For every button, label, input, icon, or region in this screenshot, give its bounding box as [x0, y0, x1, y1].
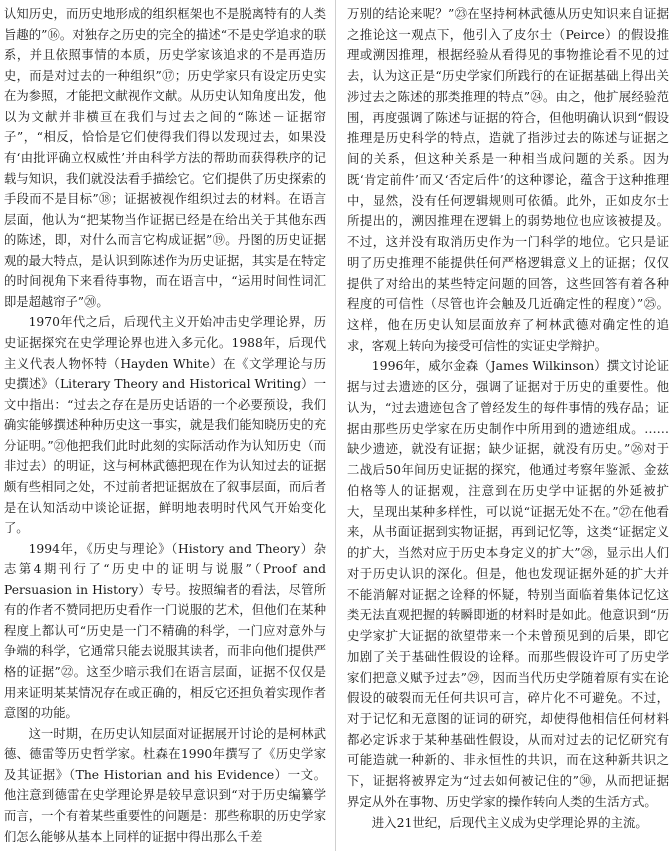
- left-text-column: [4, 4, 326, 847]
- right-text-column: [347, 4, 669, 833]
- paragraph: 进入21世纪，后现代主义成为史学理论界的主流。: [371, 814, 648, 830]
- paragraph: 这一时期，在历史认知层面对证据展开讨论的是柯林武德、德雷等历史哲学家。杜森在1990年撰写了《历史学家及其证据》（The Historian and his Evidence）一文。他注意到德雷在史学理论界是较早意识到“对于历史编纂学而言，一个有着某些重要性的问题是：那些称职的历史学家们怎么能够从基本上同样的证据中得出那么千差: [4, 726, 326, 844]
- column-divider: [335, 0, 336, 851]
- paragraph: 1994年，《历史与理论》（History and Theory）杂志第4期刊行了“历史中的证明与说服”（Proof and Persuasion in History）专号。按照编者的看法，尽管所有的作者不赞同把历史看作一门说服的艺术，但他们在某种程度上都认可“历史是一门不精确的科学，一门应对意外与争端的科学，它通常只能去说服其读者，而非向他们提供严格的证据”㉒。这至少暗示我们在语言层面，证据不仅仅是用来证明某某情况存在或正确的，相反它还担负着实现作者意图的功能。: [4, 541, 326, 721]
- paragraph: 1996年，威尔金森（James Wilkinson）撰文讨论证据与过去遗迹的区分，强调了证据对于历史的重要性。他认为，“过去遗迹包含了曾经发生的每件事情的残存品；证据由那些历史学家在历史制作中所用到的遗迹组成。……缺少遗迹，就没有证据；缺少证据，就没有历史。”㉖对于二战后50年间历史证据的探究，他通过考察年鉴派、金兹伯格等人的证据观，注意到在历史学中证据的外延被扩大，呈现出某种多样性，可以说“证据无处不在。”㉗在他看来，从书面证据到实物证据，再到记忆等，这类“证据定义的扩大，当然对应于历史本身定义的扩大”㉘，显示出人们对于历史认识的深化。但是，他也发现证据外延的扩大并不能消解对证据之诠释的怀疑，特别当面临着集体记忆这类无法直观把握的转瞬即逝的材料时是如此。他意识到“历史学家扩大证据的欲望带来一个未曾预见到的后果，即它加剧了关于基础性假设的诠释。而那些假设许可了历史学家们把意义赋予过去”㉙，因而当代历史学随着原有实在论假设的破裂而无任何共识可言，碎片化不可避免。不过，对于记忆和无意图的证词的研究，却使得他相信任何材料都必定诉求于某种基础性假设，从而对过去的记忆研究有可能造就一种新的、非永恒性的共识，而在这种新共识之下，证据将被界定为“过去如何被记住的”㉚，从而把证据界定从外在事物、历史学家的操作转向人类的生活方式。: [347, 358, 669, 809]
- paragraph: 认知历史，而历史地形成的组织框架也不是脱离特有的人类旨趣的”⑯。对独存之历史的完全的描述“不是史学追求的联系，并且依照事情的本质，历史学家该追求的不是再造历史，而是对过去的一种组织”⑰；历史学家只有设定历史实在为参照，才能把文献视作文献。从历史认知角度出发，他以为文献并非横亘在我们与过去之间的“陈述－证据帘子”，“相反，恰恰是它们使得我们得以发现过去，如果没有‘由批评确立权威性’并由科学方法的帮助而获得秩序的记载与知识，我们就没法看手描绘它。它们提供了历史探索的手段而不是目标”⑱；证据被视作组织过去的材料。在语言层面，他认为“把某物当作证据已经是在给出关于其他东西的陈述，即，对什么而言它构成证据”⑲。丹图的历史证据观的最大特点，是认识到陈述作为历史证据，其实是在特定的时间视角下来看待事物，而在语言中，“运用时间性词汇即是超越帘子”⑳。: [4, 7, 326, 309]
- paragraph: 1970年代之后，后现代主义开始冲击史学理论界，历史证据探究在史学理论界也进入多元化。1988年，后现代主义代表人物怀特（Hayden White）在《文学理论与历史撰述》（Literary Theory and Historical Writing）一文中指出：“过去之存在是历史话语的一个必要预设，我们确实能够撰述种种历史这一事实，就是我们能知晓历史的充分证明。”㉑他把我们此时此刻的实际活动作为认知历史（而非过去）的明证，这与柯林武德把现在作为认知过去的证据颇有些相同之处，不过前者把证据放在了叙事层面，而后者是在认知活动中谈论证据，鲜明地表明时代风气开始变化了。: [4, 315, 326, 536]
- paragraph: 万别的结论来呢？”㉓在坚持柯林武德从历史知识来自证据之推论这一观点下，他引入了皮尔士（Peirce）的假设推理或溯因推理，根据经验从看得见的事物推论看不见的过去，认为这正是“历史学家们所践行的在证据基础上得出关涉过去之陈述的那类推理的特点”㉔。由之，他扩展经验范围，再度强调了陈述与证据的符合，但他明确认识到“假设推理是历史科学的特点，造就了指涉过去的陈述与证据之间的关系，但这种关系是一种相当成问题的关系。因为既‘肯定前件’而又‘否定后件’的这种谬论，蕴含于这种推理中，显然，没有任何逻辑规则可依循。此外，正如皮尔士所提出的，溯因推理在逻辑上的弱势地位也应该被提及。不过，这并没有取消历史作为一门科学的地位。它只是证明了历史推理不能提供任何严格逻辑意义上的证据；仅仅提供了对给出的某些特定问题的回答，这些回答有着各种程度的可信性（尽管也许会触及几近确定性的程度）”㉕。这样，他在历史认知层面放弃了柯林武德对确定性的追求，客观上转向为接受可信性的实证史学辩护。: [347, 6, 669, 353]
